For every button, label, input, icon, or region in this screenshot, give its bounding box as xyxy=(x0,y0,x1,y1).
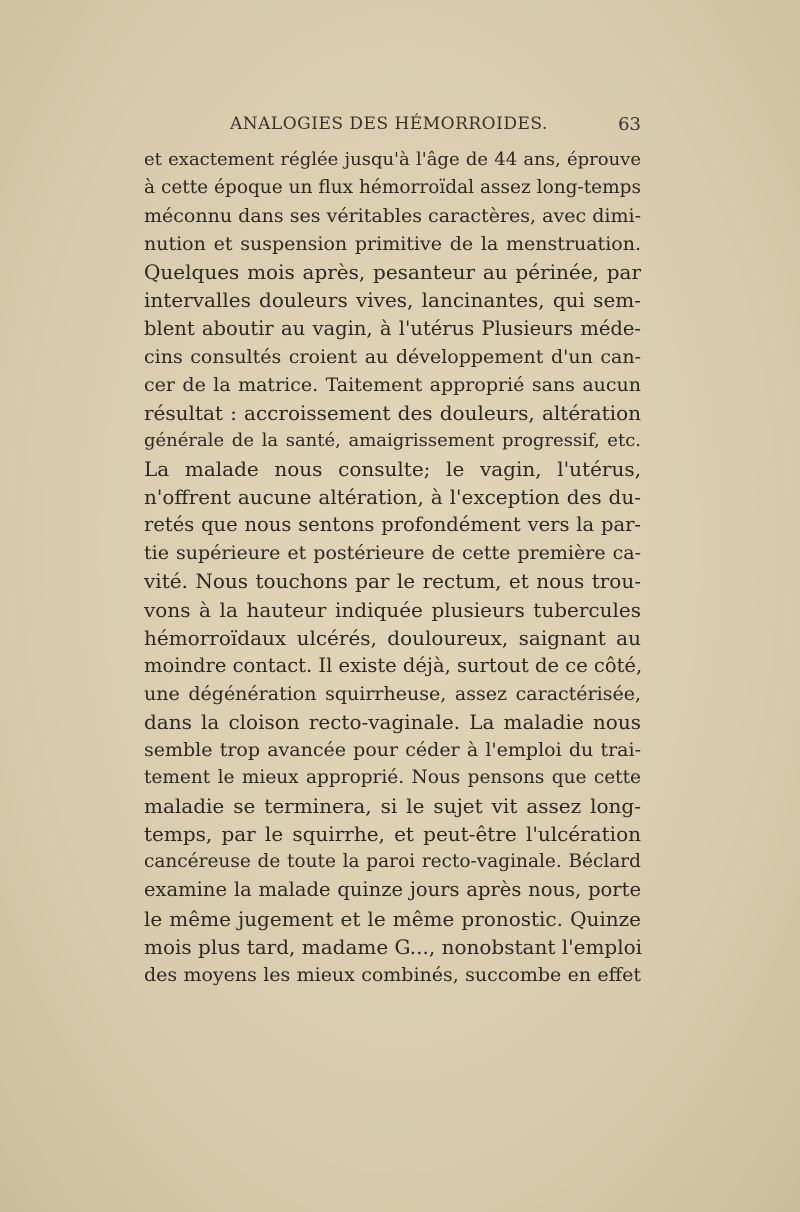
text-line: vité. Nous touchons par le rectum, et nous trou- xyxy=(144,569,641,594)
text-line: et exactement réglée jusqu'à l'âge de 44 ans, éprouve xyxy=(144,149,641,170)
text-line: Quelques mois après, pesanteur au périnée, par xyxy=(144,260,641,285)
text-line: des moyens les mieux combinés, succombe en effet xyxy=(144,963,641,986)
text-line: maladie se terminera, si le sujet vit assez long- xyxy=(144,794,641,819)
text-line: blent aboutir au vagin, à l'utérus Plusieurs méde- xyxy=(144,316,641,340)
text-line: cins consultés croient au développement d'un can- xyxy=(144,345,641,368)
text-line: temps, par le squirrhe, et peut-être l'ulcération xyxy=(144,822,641,847)
text-line: La malade nous consulte; le vagin, l'utérus, xyxy=(144,457,641,482)
text-line: une dégénération squirrheuse, assez caractérisée, xyxy=(144,682,641,705)
body-text xyxy=(144,146,641,989)
page-header xyxy=(144,114,641,140)
text-line: moindre contact. Il existe déjà, surtout de ce côté, xyxy=(144,653,643,677)
text-line: nution et suspension primitive de la menstruation. xyxy=(144,233,641,256)
text-line: à cette époque un flux hémorroïdal assez long-temps xyxy=(144,177,641,199)
text-line: semble trop avancée pour céder à l'emploi du trai- xyxy=(144,738,641,761)
text-line: méconnu dans ses véritables caractères, avec dimi- xyxy=(144,205,641,228)
text-line: hémorroïdaux ulcérés, douloureux, saignant au xyxy=(144,625,641,650)
text-line: examine la malade quinze jours après nous, porte xyxy=(144,878,641,902)
text-line: retés que nous sentons profondément vers la par- xyxy=(144,513,641,537)
text-line: n'offrent aucune altération, à l'exception des du- xyxy=(144,485,641,510)
text-line: tement le mieux approprié. Nous pensons que cette xyxy=(144,767,641,789)
text-line: cer de la matrice. Taitement approprié sans aucun xyxy=(144,373,641,396)
page-number: 63 xyxy=(618,114,641,135)
text-line: mois plus tard, madame G..., nonobstant l'emploi xyxy=(144,934,643,959)
text-line: vons à la hauteur indiquée plusieurs tubercules xyxy=(144,597,641,622)
running-title: ANALOGIES DES HÉMORROIDES. xyxy=(230,114,548,134)
text-line: intervalles douleurs vives, lancinantes, qui sem- xyxy=(144,288,641,313)
text-line: dans la cloison recto-vaginale. La maladie nous xyxy=(144,709,641,734)
text-line: tie supérieure et postérieure de cette première ca- xyxy=(144,542,641,565)
text-line: le même jugement et le même pronostic. Quinze xyxy=(144,906,641,931)
text-line: cancéreuse de toute la paroi recto-vaginale. Béclard xyxy=(144,851,641,873)
text-line: générale de la santé, amaigrissement progressif, etc. xyxy=(144,429,641,451)
text-line: résultat : accroissement des douleurs, altération xyxy=(144,400,641,425)
